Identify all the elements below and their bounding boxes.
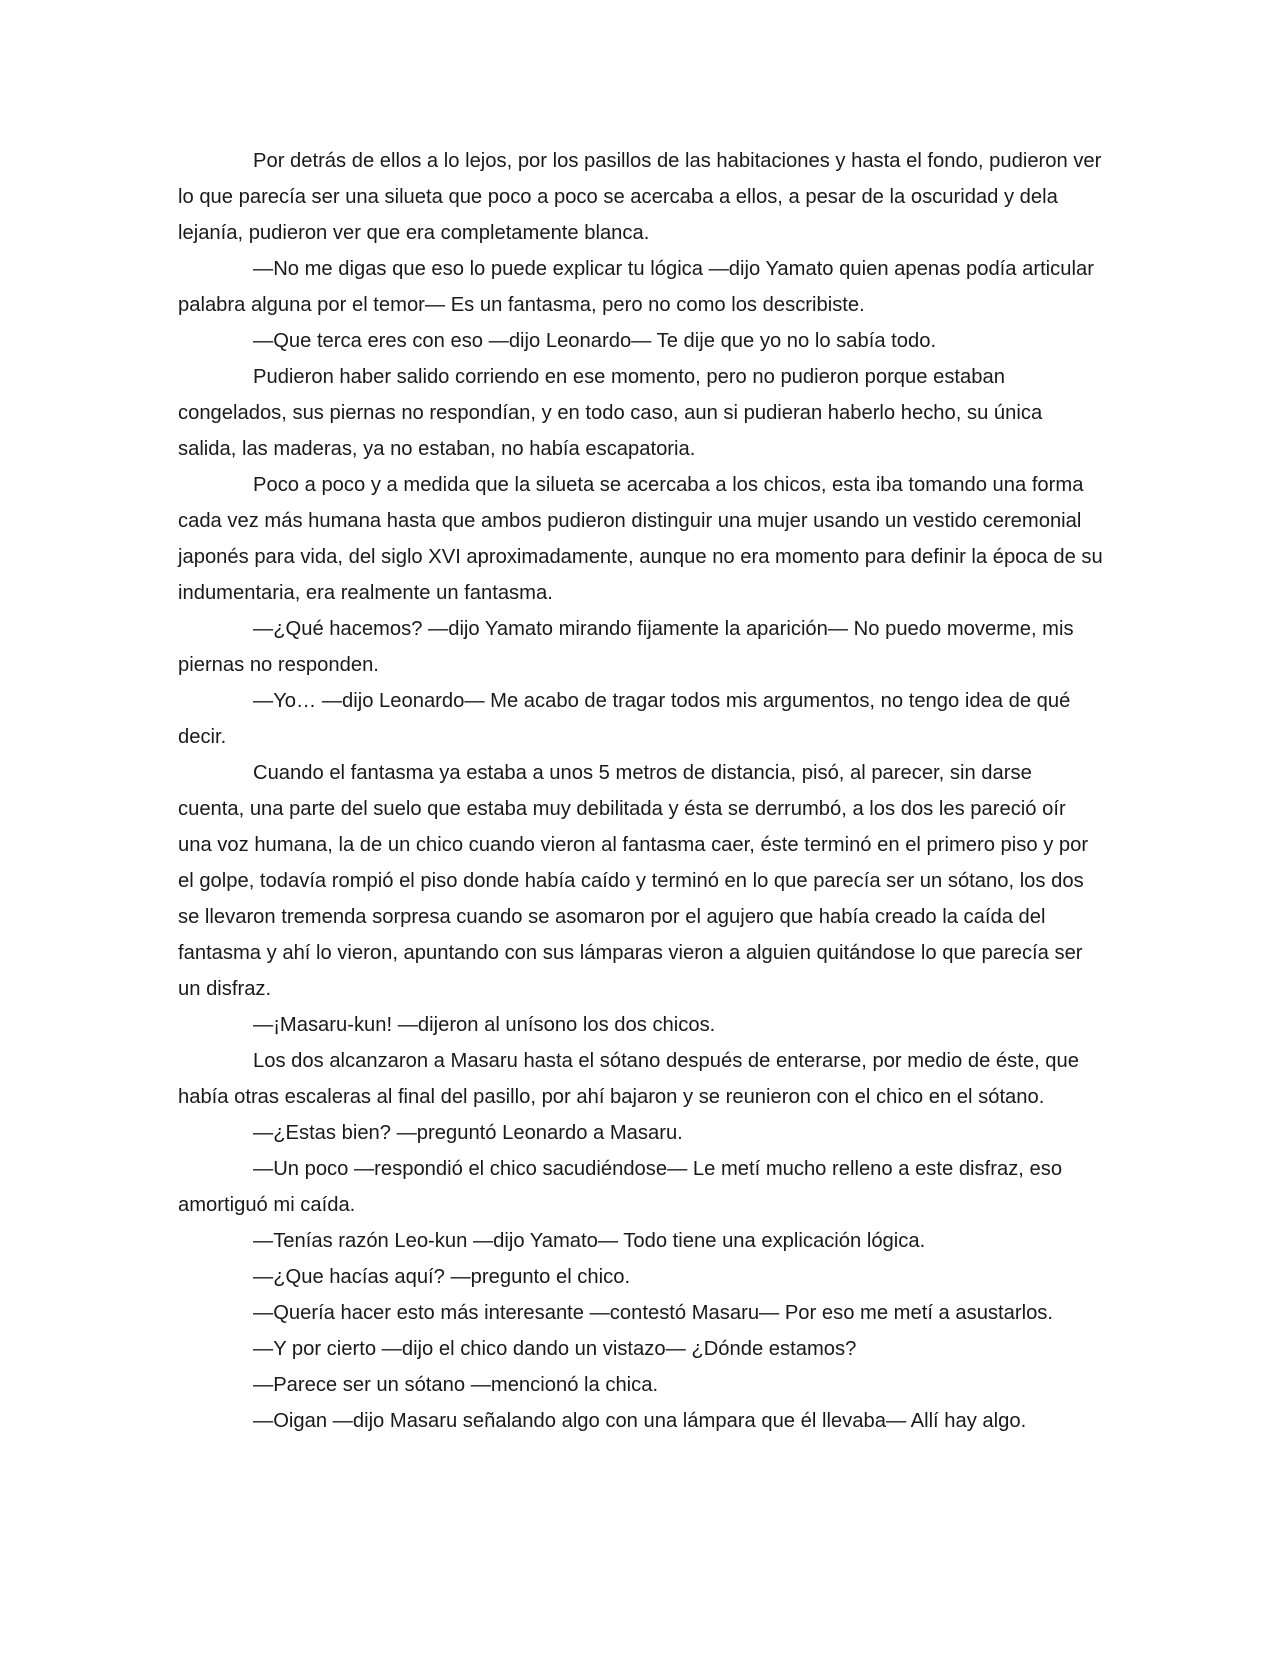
document-page	[178, 143, 1103, 1439]
paragraph: —Quería hacer esto más interesante —contestó Masaru— Por eso me metí a asustarlos.	[253, 1302, 1053, 1324]
paragraph: Los dos alcanzaron a Masaru hasta el sótano después de enterarse, por medio de éste, que había otras escaleras al final del pasillo, por ahí bajaron y se reunieron con el chico en el sótano.	[178, 1050, 1079, 1108]
paragraph: —Parece ser un sótano —mencionó la chica.	[253, 1374, 659, 1396]
paragraph: —No me digas que eso lo puede explicar tu lógica —dijo Yamato quien apenas podía articular palabra alguna por el temor— Es un fantasma, pero no como los describiste.	[178, 258, 1094, 316]
paragraph: —Y por cierto —dijo el chico dando un vistazo— ¿Dónde estamos?	[253, 1338, 857, 1360]
paragraph: —¿Que hacías aquí? —pregunto el chico.	[253, 1266, 631, 1288]
paragraph: —Yo… —dijo Leonardo— Me acabo de tragar todos mis argumentos, no tengo idea de qué decir.	[178, 690, 1071, 748]
paragraph: Cuando el fantasma ya estaba a unos 5 metros de distancia, pisó, al parecer, sin darse cuenta, una parte del suelo que estaba muy debilitada y ésta se derrumbó, a los dos les pareció oír una voz humana, la de un chico cuando vieron al fantasma caer, éste terminó en el primero piso y por el golpe, todavía rompió el piso donde había caído y terminó en lo que parecía ser un sótano, los dos se llevaron tremenda sorpresa cuando se asomaron por el agujero que había creado la caída del fantasma y ahí lo vieron, apuntando con sus lámparas vieron a alguien quitándose lo que parecía ser un disfraz.	[178, 762, 1089, 1000]
paragraph: —Un poco —respondió el chico sacudiéndose— Le metí mucho relleno a este disfraz, eso amortiguó mi caída.	[178, 1158, 1063, 1216]
paragraph: Pudieron haber salido corriendo en ese momento, pero no pudieron porque estaban congelados, sus piernas no respondían, y en todo caso, aun si pudieran haberlo hecho, su única salida, las maderas, ya no estaban, no había escapatoria.	[178, 366, 1043, 460]
paragraph: —¿Qué hacemos? —dijo Yamato mirando fijamente la aparición— No puedo moverme, mis piernas no responden.	[178, 618, 1074, 676]
paragraph: —¿Estas bien? —preguntó Leonardo a Masaru.	[253, 1122, 683, 1144]
paragraph: Poco a poco y a medida que la silueta se acercaba a los chicos, esta iba tomando una forma cada vez más humana hasta que ambos pudieron distinguir una mujer usando un vestido ceremonial japonés para vida, del siglo XVI aproximadamente, aunque no era momento para definir la época de su indumentaria, era realmente un fantasma.	[178, 474, 1103, 604]
paragraph: —Tenías razón Leo-kun —dijo Yamato— Todo tiene una explicación lógica.	[253, 1230, 926, 1252]
paragraph: Por detrás de ellos a lo lejos, por los pasillos de las habitaciones y hasta el fondo, pudieron ver lo que parecía ser una silueta que poco a poco se acercaba a ellos, a pesar de la oscuridad y dela lejanía, pudieron ver que era completamente blanca.	[178, 150, 1102, 244]
paragraph: —Oigan —dijo Masaru señalando algo con una lámpara que él llevaba— Allí hay algo.	[253, 1410, 1027, 1432]
paragraph: —¡Masaru-kun! —dijeron al unísono los dos chicos.	[253, 1014, 716, 1036]
paragraph: —Que terca eres con eso —dijo Leonardo— Te dije que yo no lo sabía todo.	[253, 330, 937, 352]
